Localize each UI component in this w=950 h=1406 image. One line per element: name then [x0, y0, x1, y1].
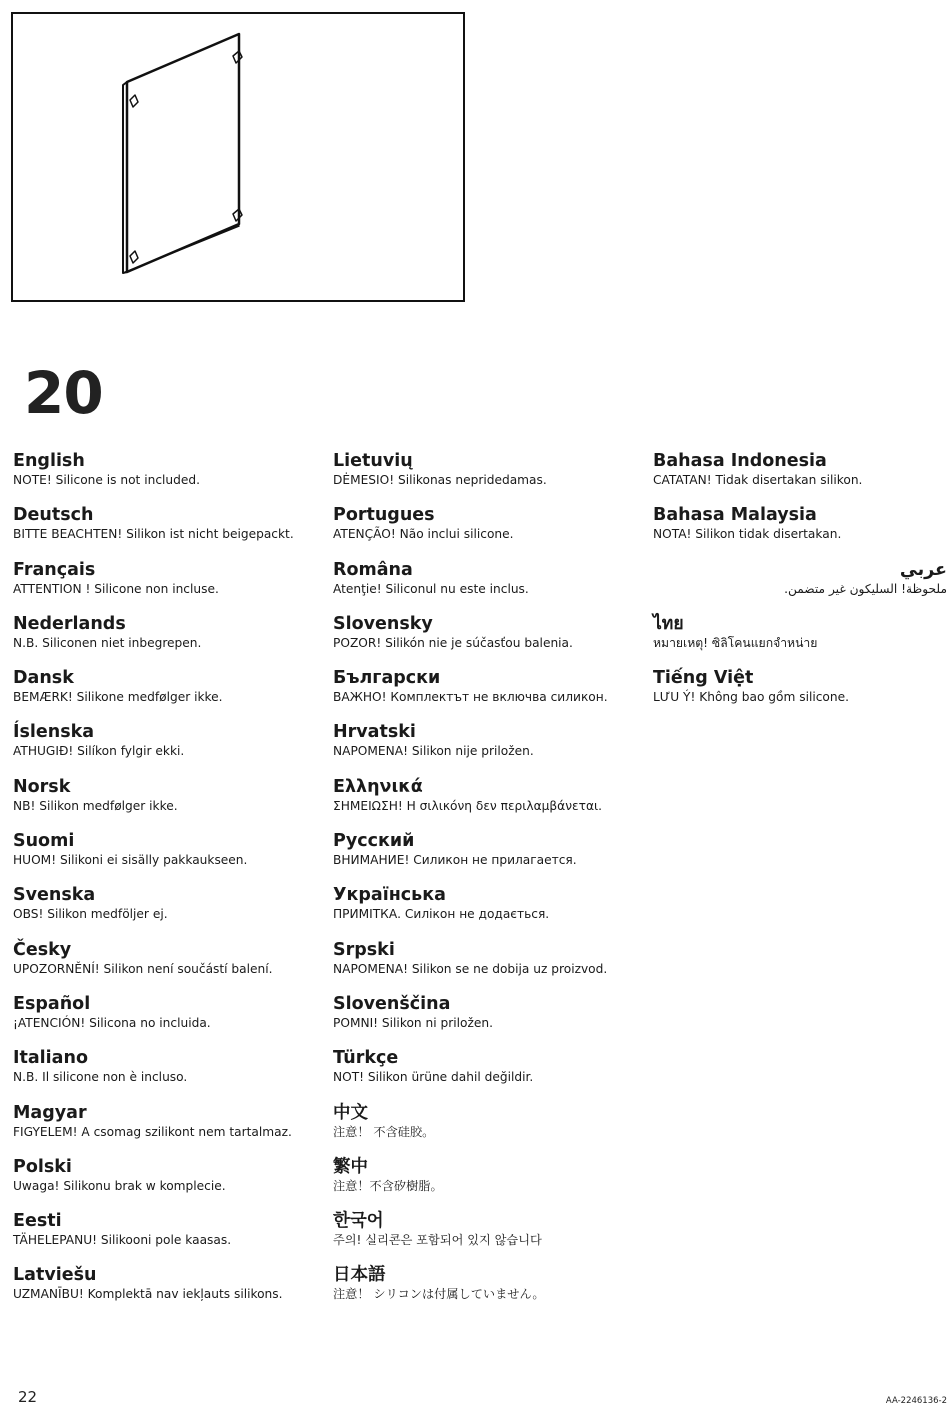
language-note: LƯU Ý! Không bao gồm silicone.	[653, 690, 849, 705]
language-note: N.B. Siliconen niet inbegrepen.	[13, 635, 202, 650]
language-name: Svenska	[13, 885, 96, 906]
language-entry	[333, 559, 643, 613]
language-entry	[13, 450, 323, 504]
language-note: NAPOMENA! Silikon se ne dobija uz proizvod.	[333, 961, 608, 976]
language-note: 注意！ 不含硅胶。	[333, 1124, 435, 1139]
language-entry	[13, 884, 323, 938]
language-name: Русский	[333, 831, 415, 852]
language-note: ¡ATENCIÓN! Silicona no incluida.	[13, 1015, 211, 1030]
language-entry	[13, 776, 323, 830]
language-name: Magyar	[13, 1102, 87, 1123]
language-note: CATATAN! Tidak disertakan silikon.	[653, 473, 863, 487]
language-entry	[653, 559, 947, 613]
language-note: UPOZORNĚNÍ! Silikon není součástí balení.	[13, 961, 273, 976]
language-entry	[653, 504, 947, 558]
language-name: Български	[333, 668, 441, 689]
language-entry	[13, 504, 323, 558]
language-note: POZOR! Silikón nie je súčasťou balenia.	[333, 635, 573, 650]
language-name: Español	[13, 993, 91, 1014]
language-entry	[333, 504, 643, 558]
language-entry	[13, 830, 323, 884]
language-entry	[333, 993, 643, 1047]
language-entry	[653, 450, 947, 504]
language-note: ΣΗΜΕΙΩΣΗ! Η σιλικόνη δεν περιλαμβάνεται.	[333, 798, 602, 813]
language-name: Français	[13, 559, 96, 580]
language-entry	[333, 776, 643, 830]
language-entry	[13, 721, 323, 775]
language-entry	[13, 559, 323, 613]
language-note: DĖMESIO! Silikonas nepridedamas.	[333, 473, 547, 487]
language-entry	[333, 721, 643, 775]
language-name: Hrvatski	[333, 722, 416, 743]
language-name: 繁中	[333, 1156, 368, 1177]
language-entry	[13, 1102, 323, 1156]
language-note: TÄHELEPANU! Silikooni pole kaasas.	[13, 1233, 232, 1248]
language-name: 中文	[333, 1102, 368, 1123]
language-note: UZMANĪBU! Komplektā nav iekļauts silikons.	[13, 1287, 283, 1302]
language-note: FIGYELEM! A csomag szilikont nem tartalmaz.	[13, 1124, 292, 1139]
language-entry	[333, 1156, 643, 1210]
language-note: POMNI! Silikon ni priložen.	[333, 1015, 493, 1030]
language-note: NOT! Silikon ürüne dahil değildir.	[333, 1070, 534, 1085]
language-entry	[13, 1047, 323, 1101]
language-note: ATHUGIÐ! Silíkon fylgir ekki.	[13, 744, 185, 759]
language-name: Suomi	[13, 831, 75, 852]
language-name: Latviešu	[13, 1265, 97, 1286]
language-entry	[333, 1264, 643, 1318]
language-name: Slovenščina	[333, 993, 451, 1014]
language-entry	[333, 613, 643, 667]
language-entry	[13, 1156, 323, 1210]
language-note: BITTE BEACHTEN! Silikon ist nicht beigepackt.	[13, 527, 294, 542]
language-note: OBS! Silikon medföljer ej.	[13, 907, 168, 922]
step-number: 20	[24, 359, 103, 427]
language-name: English	[13, 451, 85, 471]
language-entry	[13, 1210, 323, 1264]
language-name: ไทย	[653, 613, 684, 634]
language-entry	[13, 939, 323, 993]
language-name: Bahasa Indonesia	[653, 451, 827, 471]
language-note: NAPOMENA! Silikon nije priložen.	[333, 744, 534, 759]
language-name: Lietuvių	[333, 451, 413, 471]
language-note: ВНИМАНИЕ! Силикон не прилагается.	[333, 853, 577, 868]
language-note: 注意！ シリコンは付属していません。	[333, 1287, 545, 1302]
language-name: 한국어	[333, 1211, 384, 1232]
language-column-2	[333, 450, 643, 1319]
language-name: Türkçe	[333, 1048, 399, 1069]
language-entry	[653, 667, 947, 721]
language-note: ПРИМІТКА. Силікон не додається.	[333, 907, 550, 922]
language-entry	[13, 667, 323, 721]
language-name: Italiano	[13, 1048, 88, 1069]
language-name: Slovensky	[333, 613, 433, 634]
language-note: BEMÆRK! Silikone medfølger ikke.	[13, 690, 223, 705]
language-entry	[333, 939, 643, 993]
language-column-1	[13, 450, 323, 1319]
language-name: Íslenska	[13, 722, 95, 743]
language-name: 日本語	[333, 1265, 386, 1286]
language-note: หมายเหตุ! ซิลิโคนแยกจำหน่าย	[653, 635, 818, 650]
language-name: Tiếng Việt	[653, 668, 754, 689]
language-entry	[653, 613, 947, 667]
language-note: N.B. Il silicone non è incluso.	[13, 1070, 188, 1085]
assembly-illustration	[11, 12, 465, 302]
language-name: Srpski	[333, 939, 395, 960]
language-name: Portugues	[333, 505, 435, 526]
language-note: NB! Silikon medfølger ikke.	[13, 798, 178, 813]
language-note: ملحوظة! السليكون غير متضمن.	[784, 581, 947, 596]
page-number: 22	[18, 1388, 38, 1406]
language-name: Bahasa Malaysia	[653, 505, 817, 526]
language-note: Atenţie! Siliconul nu este inclus.	[333, 581, 529, 596]
language-entry	[333, 884, 643, 938]
language-name: Ελληνικά	[333, 776, 423, 797]
language-name: Dansk	[13, 668, 74, 689]
language-entry	[13, 613, 323, 667]
language-note: ВАЖНО! Комплектът не включва силикон.	[333, 690, 608, 705]
language-entry	[333, 1102, 643, 1156]
language-entry	[333, 667, 643, 721]
language-name: Româna	[333, 559, 413, 580]
language-note: HUOM! Silikoni ei sisälly pakkaukseen.	[13, 853, 248, 868]
language-name: Українська	[333, 885, 446, 906]
language-entry	[333, 1047, 643, 1101]
language-entry	[13, 1264, 323, 1318]
language-entry	[13, 993, 323, 1047]
language-note: ATTENTION ! Silicone non incluse.	[13, 581, 219, 596]
language-name: Norsk	[13, 776, 71, 797]
language-note: NOTE! Silicone is not included.	[13, 473, 200, 487]
language-note: ATENÇÃO! Não inclui silicone.	[333, 527, 514, 542]
document-code: AA-2246136-2	[885, 1396, 947, 1406]
language-name: Polski	[13, 1156, 72, 1177]
language-note: 注意！不含矽樹脂。	[333, 1178, 443, 1193]
language-note: 주의! 실리콘은 포함되어 있지 않습니다	[333, 1233, 542, 1248]
language-note: NOTA! Silikon tidak disertakan.	[653, 527, 842, 542]
panel-with-hinges-drawing	[13, 14, 463, 300]
language-entry	[333, 830, 643, 884]
language-name: Eesti	[13, 1211, 62, 1232]
language-name: Česky	[13, 939, 72, 960]
language-name: Nederlands	[13, 613, 126, 634]
language-column-3	[653, 450, 947, 721]
language-name: Deutsch	[13, 505, 94, 526]
language-note: Uwaga! Silikonu brak w komplecie.	[13, 1178, 226, 1193]
language-entry	[333, 450, 643, 504]
language-entry	[333, 1210, 643, 1264]
language-name: عربي	[899, 559, 947, 580]
